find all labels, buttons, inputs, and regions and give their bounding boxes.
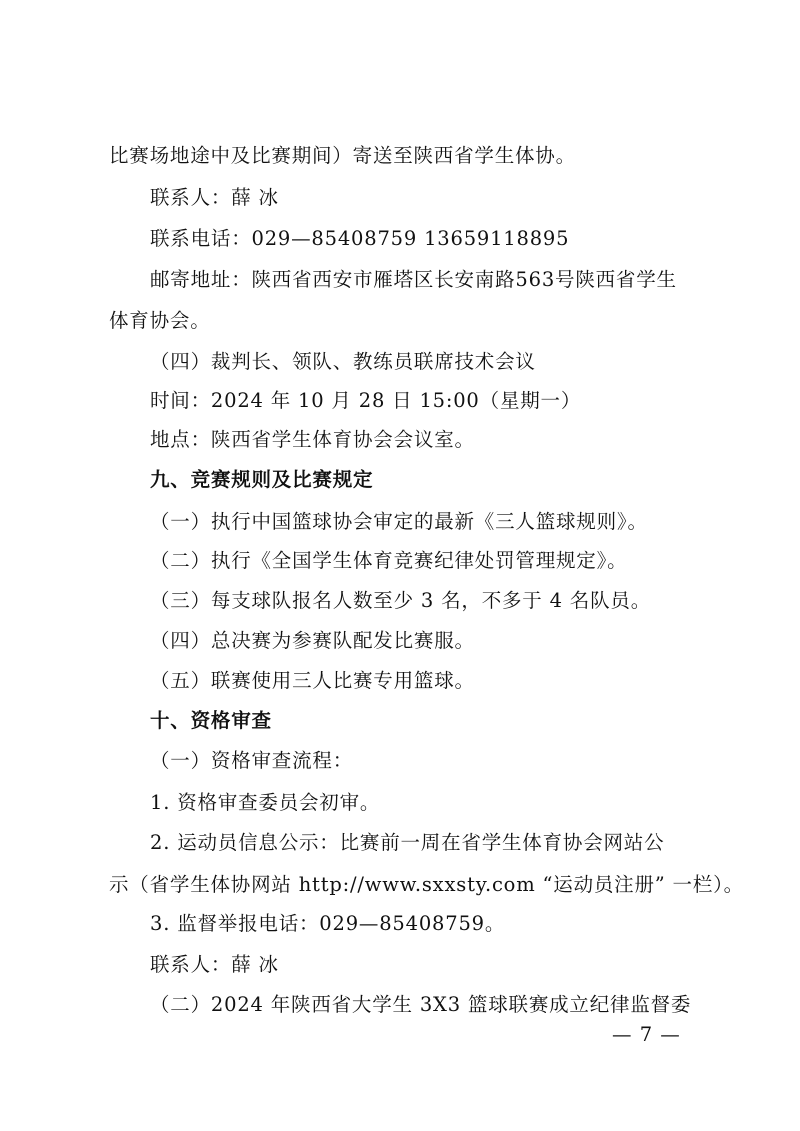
contact-phone: 联系电话：029—85408759 13659118895: [150, 227, 570, 250]
contact-person-2: 联系人：薛 冰: [150, 953, 279, 976]
eligibility-process-heading: （一）资格审查流程：: [150, 749, 354, 772]
page-number: — 7 —: [612, 1023, 681, 1046]
eligibility-step-3: 3. 监督举报电话：029—85408759。: [150, 912, 506, 935]
rule-item-1: （一）执行中国篮球协会审定的最新《三人篮球规则》。: [150, 510, 648, 533]
section-heading-eligibility: 十、资格审查: [150, 709, 272, 732]
eligibility-step-2-continuation: 示（省学生体协网站 http://www.sxxsty.com “运动员注册” 一栏）。: [109, 873, 744, 896]
contact-person: 联系人：薛 冰: [150, 186, 279, 209]
rule-item-5: （五）联赛使用三人比赛专用篮球。: [150, 669, 475, 692]
mailing-address-continuation: 体育协会。: [109, 309, 211, 332]
rule-item-2: （二）执行《全国学生体育竞赛纪律处罚管理规定》。: [150, 549, 628, 572]
meeting-location: 地点：陕西省学生体育协会会议室。: [150, 428, 475, 451]
eligibility-step-1: 1. 资格审查委员会初审。: [150, 791, 381, 814]
paragraph-continuation: 比赛场地途中及比赛期间）寄送至陕西省学生体协。: [109, 144, 576, 167]
section-heading-rules: 九、竞赛规则及比赛规定: [150, 468, 374, 491]
subsection-technical-meeting: （四）裁判长、领队、教练员联席技术会议: [150, 350, 536, 373]
rule-item-4: （四）总决赛为参赛队配发比赛服。: [150, 629, 475, 652]
rule-item-3: （三）每支球队报名人数至少 3 名，不多于 4 名队员。: [150, 589, 652, 612]
eligibility-step-2: 2. 运动员信息公示：比赛前一周在省学生体育协会网站公: [150, 831, 665, 854]
mailing-address: 邮寄地址：陕西省西安市雁塔区长安南路563号陕西省学生: [150, 268, 677, 291]
discipline-committee-paragraph: （二）2024 年陕西省大学生 3X3 篮球联赛成立纪律监督委: [150, 993, 692, 1016]
meeting-time: 时间：2024 年 10 月 28 日 15:00（星期一）: [150, 389, 582, 412]
